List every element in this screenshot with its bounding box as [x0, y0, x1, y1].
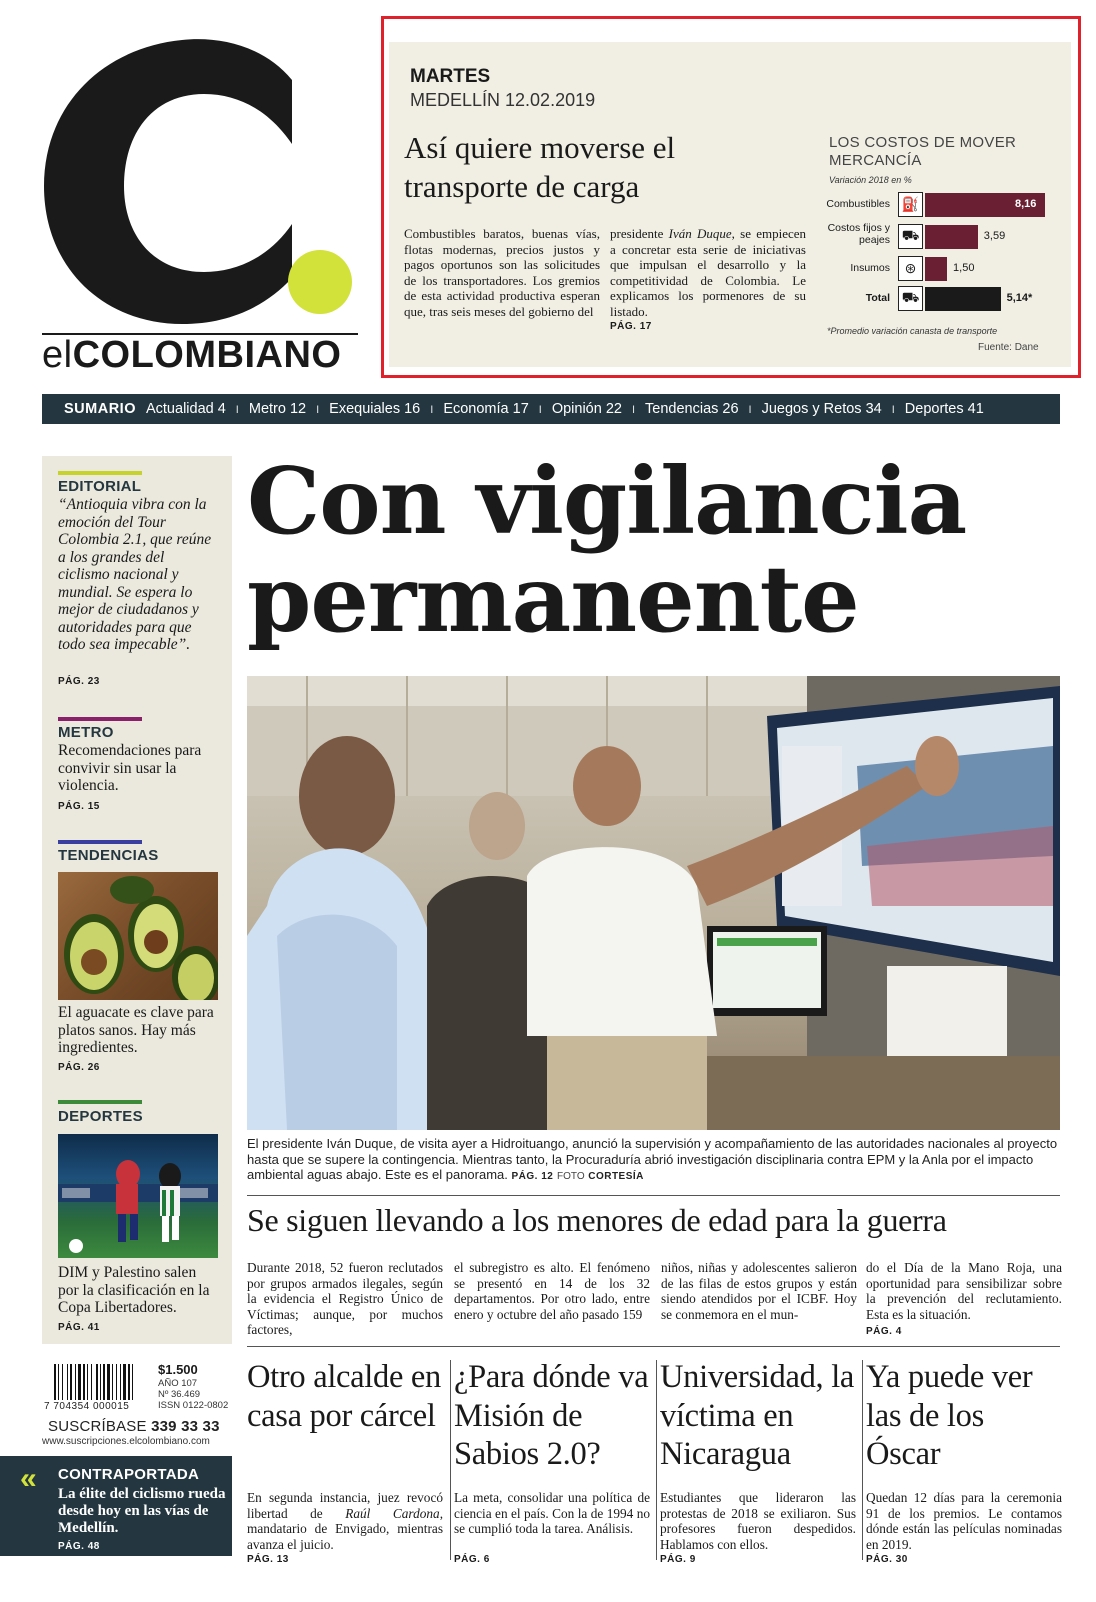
tendencias-head[interactable]: TENDENCIAS — [58, 847, 159, 864]
barcode-bar — [100, 1364, 101, 1400]
metro-rule — [58, 717, 142, 721]
sumario-item[interactable]: Economía 17 — [443, 401, 529, 417]
story2-top-rule — [247, 1195, 1060, 1196]
bottom-story-1-name: Raúl Cardona — [345, 1505, 440, 1521]
sumario-item[interactable]: Juegos y Retos 34 — [761, 401, 882, 417]
barcode-bar — [75, 1364, 76, 1400]
bottom-divider-1 — [450, 1360, 451, 1560]
edition-date: MEDELLÍN 12.02.2019 — [410, 90, 596, 110]
barcode-digits: 7 704354 000015 — [44, 1401, 130, 1412]
barcode-bar — [132, 1364, 133, 1400]
tendencias-rule — [58, 840, 142, 844]
caption-pag[interactable]: PÁG. 12 — [511, 1171, 554, 1182]
chart-category-label: Total — [865, 292, 890, 304]
metro-head[interactable]: METRO — [58, 724, 114, 741]
sumario-bar — [42, 394, 1060, 424]
barcode-bar — [120, 1364, 121, 1400]
brand-wordmark[interactable] — [42, 334, 341, 377]
subscribe-label: SUSCRÍBASE — [48, 1418, 147, 1435]
soccer-illustration — [58, 1134, 218, 1258]
barcode-bar — [78, 1364, 81, 1400]
bottom-story-3[interactable] — [660, 1358, 856, 1565]
brand-prefix: el — [42, 334, 73, 376]
barcode-bar — [54, 1364, 56, 1400]
issue-issn: ISSN 0122-0802 — [158, 1400, 229, 1411]
price: $1.500 — [158, 1362, 198, 1377]
deportes-rule — [58, 1100, 142, 1104]
chart-value-label: 8,16 — [1015, 198, 1037, 210]
bottom-story-4-title[interactable]: Ya puede ver las de los Óscar — [866, 1359, 1033, 1472]
subscribe-url[interactable]: www.suscripciones.elcolombiano.com — [42, 1436, 210, 1447]
barcode-bar — [83, 1364, 85, 1400]
barcode-bar — [70, 1364, 72, 1400]
toll-icon: ⛟ — [898, 224, 923, 249]
sumario-items — [146, 401, 984, 417]
transport-story-col2 — [610, 226, 806, 335]
tire-icon: ⊛ — [898, 256, 923, 281]
bottom-story-3-pag[interactable]: PÁG. 9 — [660, 1554, 696, 1565]
contraportada-head: CONTRAPORTADA — [58, 1466, 200, 1483]
barcode-bar — [67, 1364, 68, 1400]
main-headline[interactable]: Con vigilancia permanente — [247, 447, 967, 653]
editorial-pag[interactable]: PÁG. 23 — [58, 676, 100, 687]
deportes-text: DIM y Palestino salen por la clasificación en la Copa Libertadores. — [58, 1264, 210, 1316]
barcode-bar — [96, 1364, 98, 1400]
transport-story-pag[interactable]: PÁG. 17 — [610, 321, 652, 332]
bottom-story-3-text: Estudiantes que lideraron las protestas de 2018 se exiliaron. Sus profesores fueron despedidos. Hablamos con ellos. — [660, 1490, 856, 1552]
story2-title[interactable]: Se siguen llevando a los menores de edad para la guerra — [247, 1202, 947, 1238]
bottom-story-1-title[interactable]: Otro alcalde en casa por cárcel — [247, 1359, 442, 1434]
sumario-separator: I — [631, 404, 636, 416]
transport-story-col1: Combustibles baratos, buenas vías, flotas modernas, precios justos y pagos oportunos son las solicitudes de los transportadores. Los gremios de esta actividad productiva esperan que, tras seis meses del gobierno del — [404, 226, 600, 319]
brand-name: COLOMBIANO — [72, 334, 342, 376]
sumario-item[interactable]: Deportes 41 — [904, 401, 984, 417]
tendencias-pag[interactable]: PÁG. 26 — [58, 1062, 100, 1073]
story2-col4 — [866, 1260, 1062, 1340]
sumario-item[interactable]: Opinión 22 — [551, 401, 622, 417]
chart-subtitle: Variación 2018 en % — [829, 175, 912, 185]
bottom-divider-2 — [656, 1360, 657, 1560]
bottom-story-1-text — [247, 1490, 443, 1552]
bottom-story-4[interactable] — [866, 1358, 1062, 1565]
bottom-story-2[interactable] — [454, 1358, 650, 1565]
bottom-story-2-text: La meta, consolidar una política de ciencia en el país. Con la de 1994 no se cumplió toda la tarea. Análisis. — [454, 1490, 650, 1536]
chart-bar — [925, 257, 947, 281]
caption-credit: CORTESÍA — [588, 1171, 644, 1182]
barcode-bar — [91, 1364, 92, 1400]
subscribe-phone: 339 33 33 — [151, 1418, 220, 1435]
barcode-bar — [87, 1364, 88, 1400]
truck-cost-icon: ⛟ — [898, 286, 923, 311]
fuel-icon: ⛽ — [898, 192, 923, 217]
chart-note: *Promedio variación canasta de transporte — [827, 326, 998, 336]
col2-name: Iván Duque — [668, 226, 732, 241]
sumario-separator: I — [235, 404, 239, 416]
double-chevron-icon: « — [20, 1462, 37, 1495]
chart-title: LOS COSTOS DE MOVER MERCANCÍA — [829, 134, 1017, 169]
editorial-text: “Antioquia vibra con la emoción del Tour Colombia 2.1, que reúne a los grandes del ciclismo nacional y mundial. Se espera lo mejor de ciudadanos y autoridades para que todo sea impecable”. — [58, 496, 212, 653]
sumario-item[interactable]: Tendencias 26 — [645, 401, 739, 417]
avocado-photo[interactable] — [58, 872, 218, 1000]
barcode-bar — [103, 1364, 105, 1400]
sumario-separator: I — [430, 404, 434, 416]
barcode-bar — [62, 1364, 63, 1400]
bottom-story-1-after: , mandatario de Envigado, mientras avanza el juicio. — [247, 1505, 444, 1552]
col2-before: presidente — [610, 226, 669, 241]
story2-col1: Durante 2018, 52 fueron reclutados por grupos armados ilegales, según la evidencia el Registro Único de Víctimas; aunque, por muchos factores, — [247, 1260, 443, 1337]
sumario-item[interactable]: Metro 12 — [248, 401, 307, 417]
metro-pag[interactable]: PÁG. 15 — [58, 801, 100, 812]
bottom-story-2-pag[interactable]: PÁG. 6 — [454, 1554, 490, 1565]
sumario-item[interactable]: Exequiales 16 — [329, 401, 421, 417]
chart-value-label: 5,14* — [1006, 292, 1033, 304]
avocado-illustration — [58, 872, 218, 1000]
transport-story-title[interactable]: Así quiere moverse el transporte de carga — [404, 130, 676, 204]
barcode-bar — [58, 1364, 59, 1400]
bottom-story-4-text: Quedan 12 días para la ceremonia 91 de los premios. Le contamos dónde están las películas nominadas en 2019. — [866, 1490, 1062, 1552]
main-photo[interactable] — [247, 676, 1060, 1130]
issue-number: Nº 36.469 — [158, 1389, 201, 1400]
editorial-head[interactable]: EDITORIAL — [58, 478, 142, 495]
caption-text: El presidente Iván Duque, de visita ayer a Hidroituango, anunció la supervisión y acompañamiento de las autoridades nacionales al proyecto hasta que se supere la contingencia. Mientras tanto, la Procuraduría abrió investigación disciplinaria contra EPM y la Anla por el impacto ambiental aguas abajo. Este es el panorama. — [247, 1136, 1058, 1182]
barcode-bar — [112, 1364, 113, 1400]
chart-source: Fuente: Dane — [978, 342, 1039, 353]
chart-value-label: 3,59 — [983, 230, 1006, 242]
barcode-bar — [107, 1364, 110, 1400]
sumario-separator: I — [316, 404, 320, 416]
tendencias-text: El aguacate es clave para platos sanos. Hay más ingredientes. — [58, 1004, 214, 1056]
story2-col4-text: do el Día de la Mano Roja, una oportunidad para sensibilizar sobre la prevención del reclutamiento. Esta es la situación. — [866, 1260, 1062, 1322]
barcode-bar — [123, 1364, 126, 1400]
deportes-head[interactable]: DEPORTES — [58, 1108, 143, 1125]
bottom-story-2-title[interactable]: ¿Para dónde va Misión de Sabios 2.0? — [454, 1359, 649, 1472]
sumario-separator: I — [538, 404, 542, 416]
contraportada-pag: PÁG. 48 — [58, 1541, 100, 1552]
subscribe-line[interactable] — [48, 1418, 220, 1435]
issue-year: AÑO 107 — [158, 1378, 198, 1389]
bottom-top-rule — [247, 1346, 1060, 1347]
sumario-label: SUMARIO — [64, 401, 136, 417]
caption-foto: FOTO — [557, 1171, 585, 1182]
metro-text: Recomendaciones para convivir sin usar la violencia. — [58, 742, 202, 794]
col2-after: , se empiecen a concretar esta serie de iniciativas que impulsan el desarrollo y la competitividad de Colombia. Le explicamos los pormenores de su listado. — [610, 226, 806, 319]
bottom-story-1[interactable] — [247, 1358, 444, 1565]
contraportada-text: La élite del ciclismo rueda desde hoy en las vías de Medellín. — [58, 1486, 226, 1536]
bottom-story-1-before: En segunda instancia, juez revocó libertad de — [247, 1490, 443, 1521]
logo-dot — [288, 250, 352, 314]
photo-caption — [247, 1136, 1060, 1185]
chart-value-label: 1,50 — [953, 262, 975, 274]
story2-col3: niños, niñas y adolescentes salieron de las filas de estos grupos y están siendo atendidos por el ICBF. Hoy se conmemora en el mun- — [661, 1260, 857, 1322]
edition-day: MARTES — [410, 66, 491, 87]
sumario-separator: I — [748, 404, 752, 416]
chart-category-label: Combustibles — [826, 198, 890, 210]
deportes-pag[interactable]: PÁG. 41 — [58, 1322, 100, 1333]
bottom-story-4-pag[interactable]: PÁG. 30 — [866, 1554, 908, 1565]
sumario-separator: I — [891, 404, 895, 416]
soccer-photo[interactable] — [58, 1134, 218, 1258]
barcode-bar — [116, 1364, 117, 1400]
control-room-illustration — [247, 676, 1060, 1130]
bottom-divider-3 — [862, 1360, 863, 1560]
editorial-rule — [58, 471, 142, 475]
chart-bar — [925, 287, 1001, 311]
sumario-item[interactable]: Actualidad 4 — [145, 401, 226, 417]
bottom-story-3-title[interactable]: Universidad, la víctima en Nicaragua — [660, 1359, 855, 1472]
barcode-bar — [128, 1364, 130, 1400]
bottom-story-1-pag[interactable]: PÁG. 13 — [247, 1554, 289, 1565]
story2-col2: el subregistro es alto. El fenómeno se presentó en 14 de los 32 departamentos. Por otro lado, entre enero y octubre del año pasado 159 — [454, 1260, 650, 1322]
chart-category-label: Insumos — [850, 262, 890, 274]
chart-bar — [925, 225, 978, 249]
story2-pag[interactable]: PÁG. 4 — [866, 1326, 902, 1337]
chart-category-label: Costos fijos y peajes — [827, 222, 890, 246]
